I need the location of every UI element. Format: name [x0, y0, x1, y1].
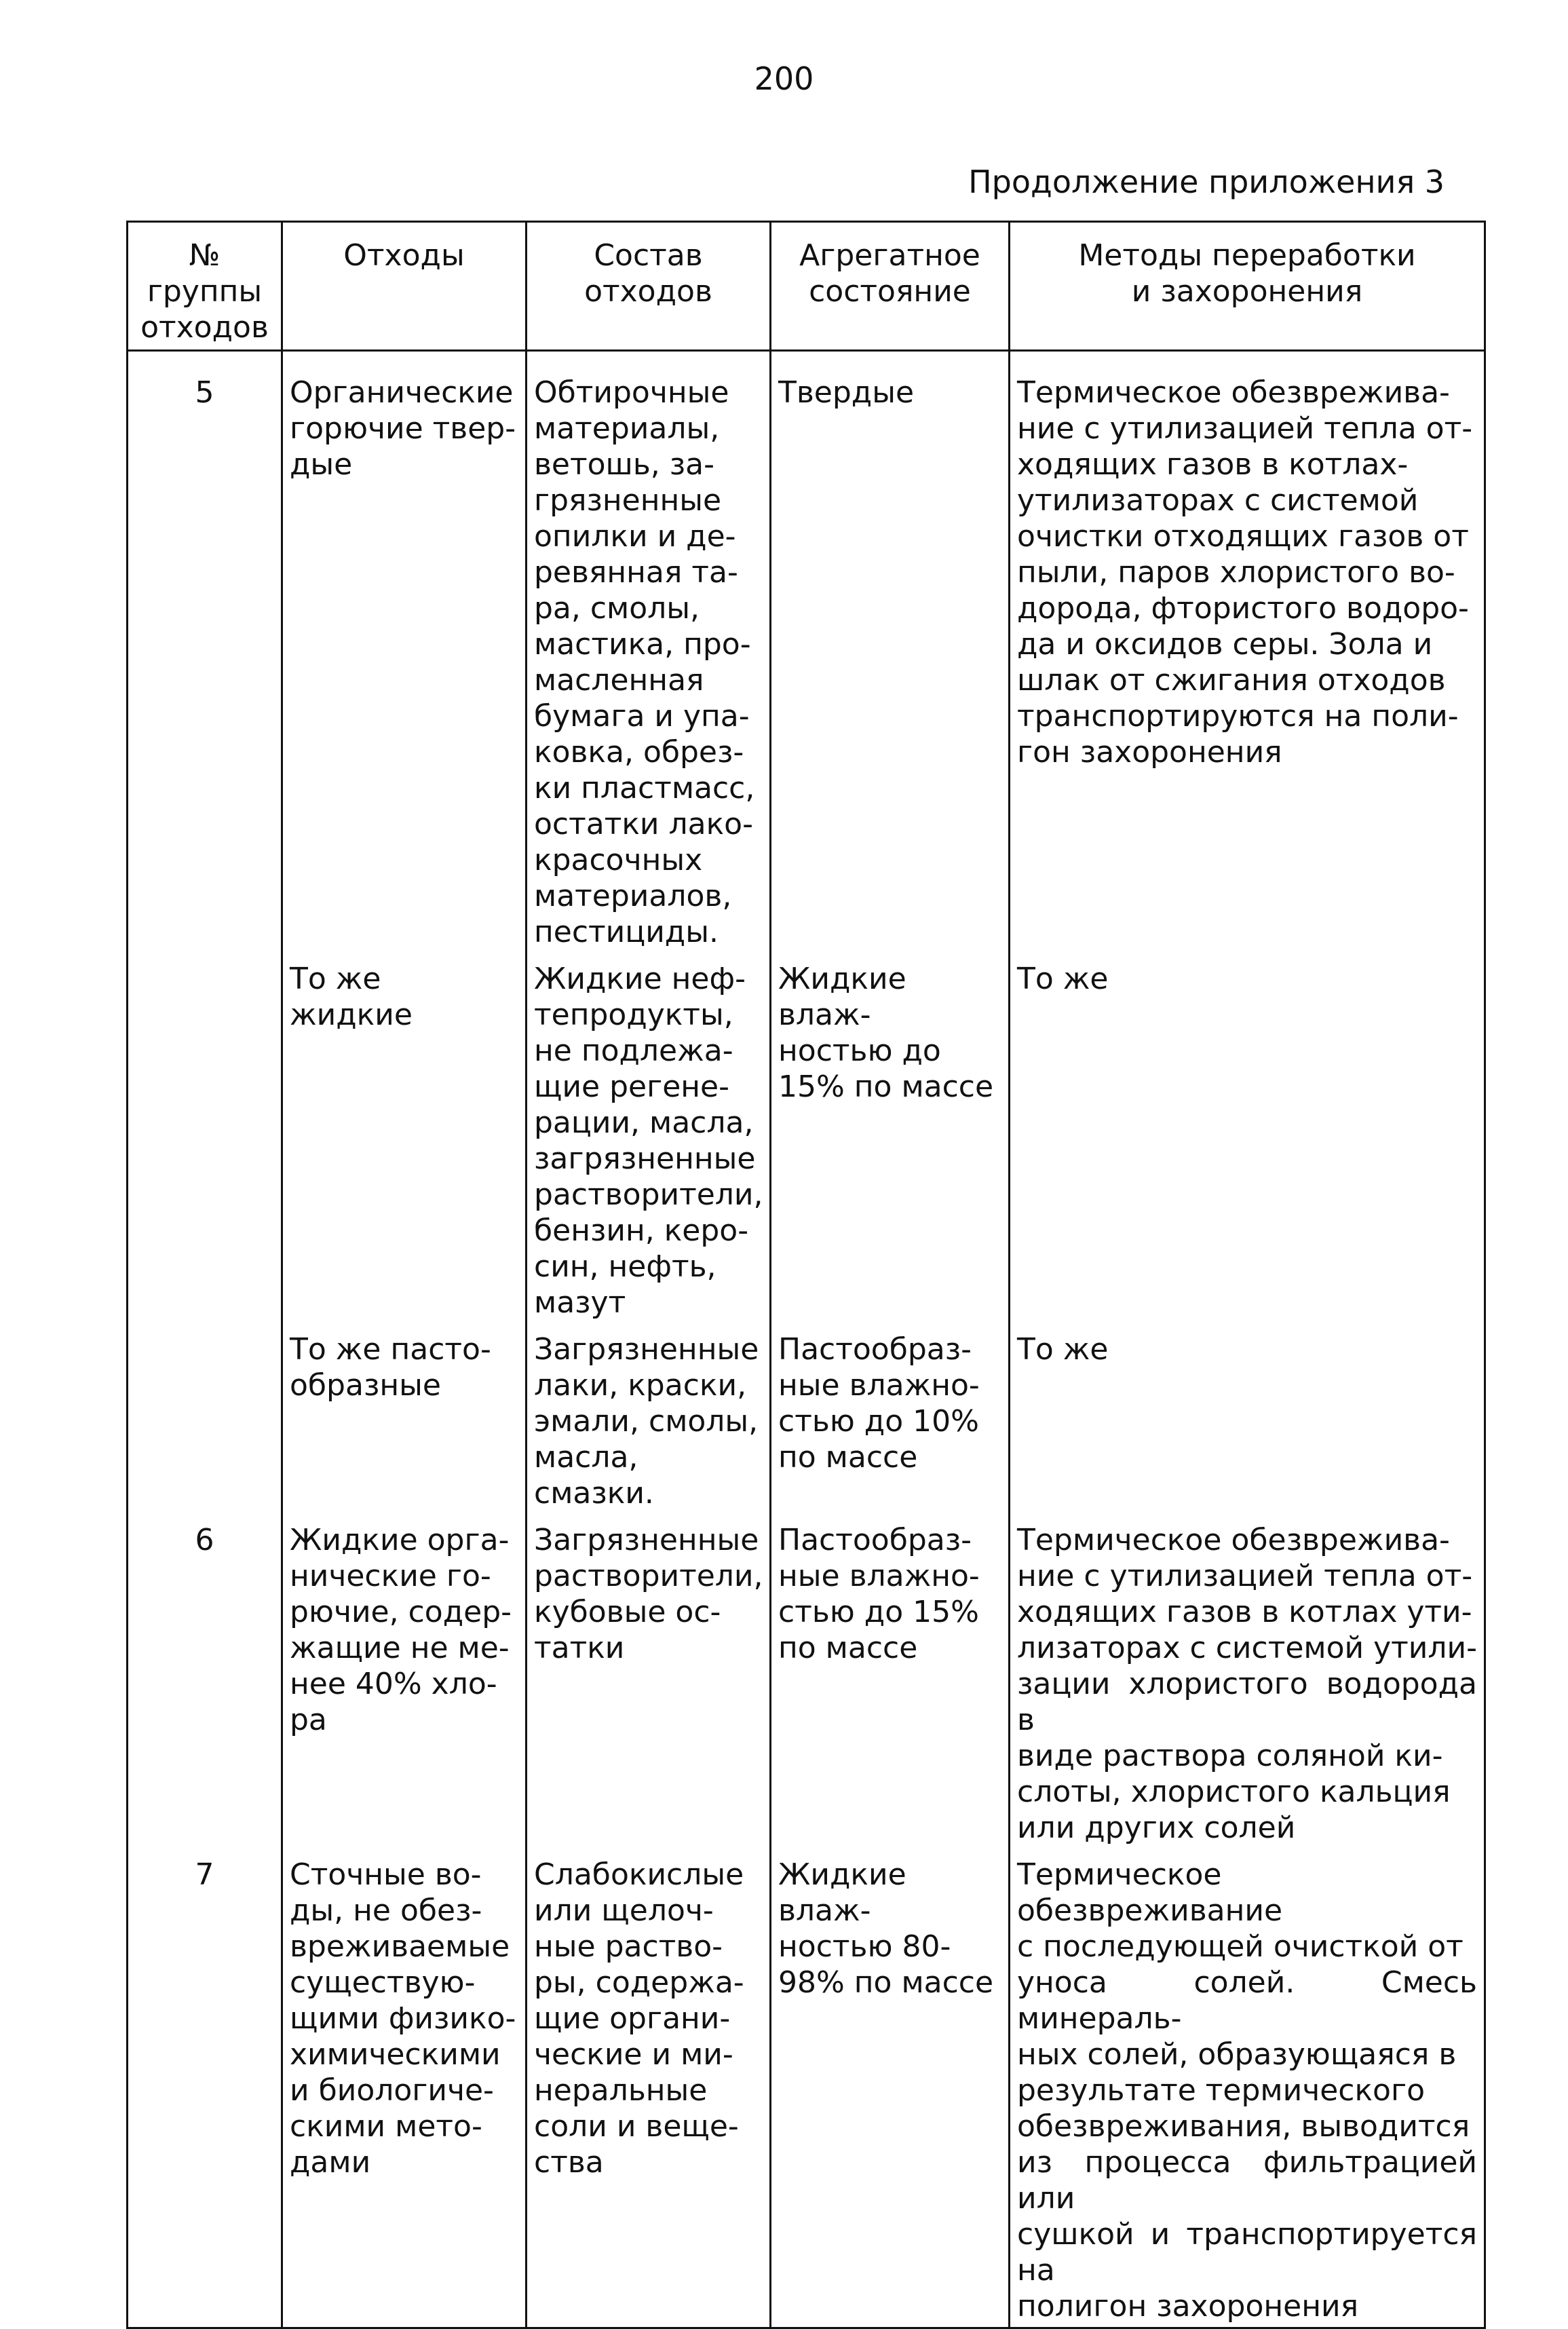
cell-waste: Жидкие орга- нические го- рючие, содер- жащие не ме- нее 40% хло- ра [282, 1517, 527, 1851]
cell-composition: Слабокислые или щелоч- ные раство- ры, содержа- щие органи- ческие и ми- неральные соли и веще- ства [527, 1851, 771, 2328]
header-waste: Отходы [282, 222, 527, 351]
cell-processing-methods: То же [1010, 1326, 1485, 1517]
cell-composition: Жидкие неф- тепродукты, не подлежа- щие регене- рации, масла, загрязненные растворители, бензин, керо- син, нефть, мазут [527, 955, 771, 1326]
cell-aggregate-state: Пастообраз- ные влажно- стью до 10% по массе [771, 1326, 1010, 1517]
cell-waste: Сточные во- ды, не обез- вреживаемые существую- щими физико- химическими и биологиче- скими мето- дами [282, 1851, 527, 2328]
cell-composition: Обтирочные материалы, ветошь, за- грязненные опилки и де- ревянная та- ра, смолы, мастика, про- масленная бумага и упа- ковка, обрез- ки пластмасс, остатки лако- красочных материалов, пестициды. [527, 351, 771, 956]
cell-group-number [128, 1326, 282, 1517]
page-number: 200 [754, 60, 814, 97]
table-row [128, 955, 1485, 1326]
cell-processing-methods: Термическое обезврежива- ние с утилизацией тепла от- ходящих газов в котлах- утилизаторах с системой очистки отходящих газов от пыли, паров хлористого во- дорода, фтористого водоро- да и оксидов серы. Зола и шлак от сжигания отходов транспортируются на поли- гон захоронения [1010, 351, 1485, 956]
cell-processing-methods: То же [1010, 955, 1485, 1326]
cell-aggregate-state: Жидкие влаж- ностью до 15% по массе [771, 955, 1010, 1326]
cell-group-number [128, 955, 282, 1326]
cell-group-number: 5 [128, 351, 282, 956]
cell-composition: Загрязненные растворители, кубовые ос- татки [527, 1517, 771, 1851]
cell-aggregate-state: Твердые [771, 351, 1010, 956]
table-header-row [128, 222, 1485, 351]
header-aggregate-state: Агрегатное состояние [771, 222, 1010, 351]
table-row [128, 351, 1485, 956]
continuation-label: Продолжение приложения 3 [968, 164, 1445, 200]
cell-waste: То же жидкие [282, 955, 527, 1326]
cell-aggregate-state: Жидкие влаж- ностью 80- 98% по массе [771, 1851, 1010, 2328]
cell-composition: Загрязненные лаки, краски, эмали, смолы, масла, смазки. [527, 1326, 771, 1517]
table-row [128, 1517, 1485, 1851]
cell-waste: То же пасто- образные [282, 1326, 527, 1517]
header-processing-methods: Методы переработки и захоронения [1010, 222, 1485, 351]
cell-processing-methods: Термическое обезврежива- ние с утилизацией тепла от- ходящих газов в котлах ути- лизаторах с системой утили- зации хлористого водорода в виде раствора соляной ки- слоты, хлористого кальция или других солей [1010, 1517, 1485, 1851]
waste-groups-table [126, 221, 1486, 2329]
table-row [128, 1851, 1485, 2328]
cell-group-number: 6 [128, 1517, 282, 1851]
cell-processing-methods: Термическое обезвреживание с последующей очисткой от уноса солей. Смесь минераль- ных солей, образующаяся в результате термического обезвреживания, выводится из процесса фильтрацией или сушкой и транспортируется на полигон захоронения [1010, 1851, 1485, 2328]
header-group-number: № группы отходов [128, 222, 282, 351]
cell-group-number: 7 [128, 1851, 282, 2328]
table-row [128, 1326, 1485, 1517]
header-composition: Состав отходов [527, 222, 771, 351]
cell-aggregate-state: Пастообраз- ные влажно- стью до 15% по массе [771, 1517, 1010, 1851]
cell-waste: Органические горючие твер- дые [282, 351, 527, 956]
